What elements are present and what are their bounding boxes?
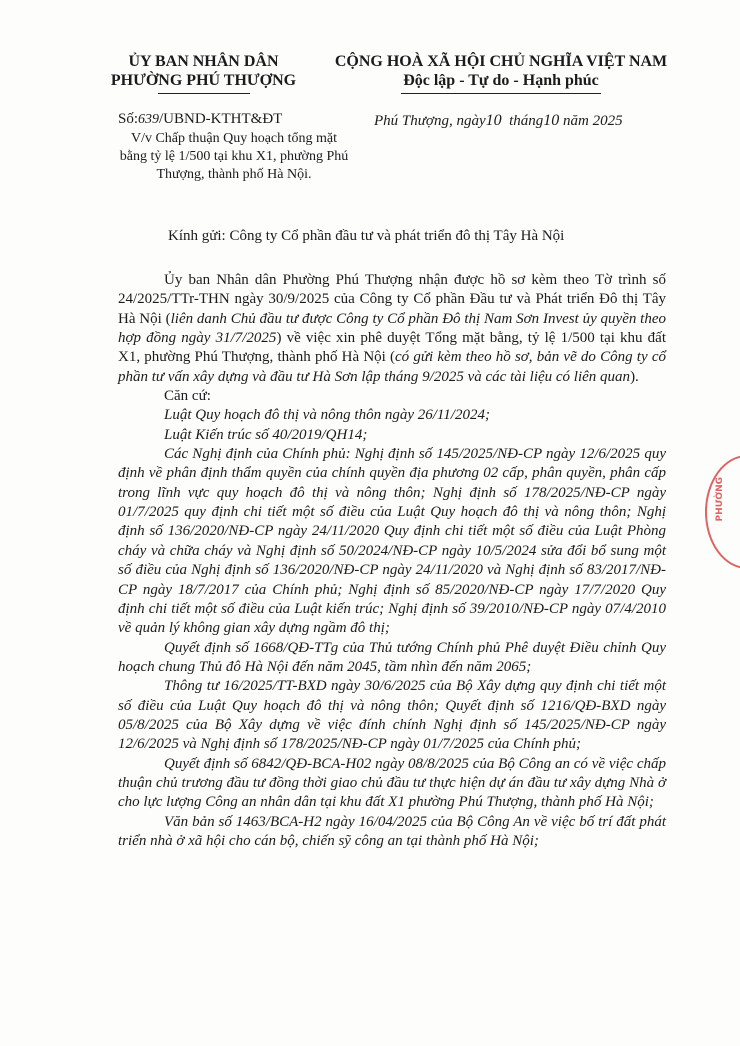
intro-paragraph (118, 271, 666, 387)
authority-line-1: ỦY BAN NHÂN DÂN (128, 53, 279, 70)
motto-underline (401, 93, 601, 94)
date-place: Phú Thượng, ngày (374, 113, 486, 129)
authority-line-2: PHƯỜNG PHÚ THƯỢNG (110, 72, 297, 89)
document-number (118, 110, 282, 129)
legal-basis-item: Quyết định số 6842/QĐ-BCA-H02 ngày 08/8/2025 của Bộ Công an có về việc chấp thuận chủ trương đầu tư đồng thời giao chủ đầu tư thực hiện dự án đầu tư xây dựng Nhà ở cho lực lượng Công an nhân dân tại khu đất X1 phường Phú Thượng, thành phố Hà Nội; (118, 755, 666, 811)
intro-text-c: ) về việc xin phê duyệt Tổng mặt bằng, tỷ lệ 1/500 tại khu đất X1, phường Phú Thượng, thành phố Hà Nội ( (118, 330, 667, 366)
red-seal-stamp (705, 455, 740, 569)
document-subject: V/v Chấp thuận Quy hoạch tổng mặt bằng tỷ lệ 1/500 tại khu X1, phường Phú Thượng, thành phố Hà Nội. (119, 131, 349, 182)
number-prefix: Số: (118, 111, 139, 127)
intro-text-d: có gửi kèm theo hồ sơ, bản vẽ do Công ty cổ phần tư vấn xây dựng và đầu tư Hà Sơn lập tháng 9/2025 và các tài liệu có liên quan (118, 349, 666, 385)
date-line (374, 112, 623, 130)
stamp-text: PHƯỜNG (715, 477, 725, 522)
can-cu-heading: Căn cứ: (164, 388, 211, 405)
issuing-authority (96, 52, 311, 94)
legal-basis-item: Các Nghị định của Chính phủ: Nghị định số 145/2025/NĐ-CP ngày 12/6/2025 quy định về phân định thẩm quyền của chính quyền địa phương 02 cấp, phân quyền, phân cấp trong lĩnh vực quy hoạch đô thị và nông thôn; Nghị định số 178/2025/NĐ-CP ngày 01/7/2025 quy định chi tiết một số điều của Luật Quy hoạch đô thị và nông thôn; Nghị định số 136/2020/NĐ-CP ngày 24/11/2020 Quy định chi tiết một số điều của Luật Phòng cháy và chữa cháy và Nghị định số 50/2024/NĐ-CP ngày 10/5/2024 sửa đổi bổ sung một số điều của Nghị định số 136/2020/NĐ-CP ngày 24/11/2020 và Nghị định số 83/2017/NĐ-CP ngày 18/7/2017 của Chính phủ; Nghị định số 85/2020/NĐ-CP ngày 17/7/2020 Quy định chi tiết một số điều của Luật kiến trúc; Nghị định số 39/2010/NĐ-CP ngày 07/4/2010 về quản lý không gian xây dựng ngầm đô thị; (118, 446, 666, 637)
national-motto (320, 52, 682, 94)
number-handwritten: 639 (138, 112, 160, 127)
legal-basis-item: Quyết định số 1668/QĐ-TTg của Thủ tướng Chính phủ Phê duyệt Điều chỉnh Quy hoạch chung Thủ đô Hà Nội đến năm 2045, tầm nhìn đến năm 2065; (118, 639, 666, 675)
legal-basis-item: Luật Quy hoạch đô thị và nông thôn ngày 26/11/2024; (164, 407, 490, 424)
intro-text-e: ). (630, 368, 639, 385)
nation-line-1: CỘNG HOÀ XÃ HỘI CHỦ NGHĨA VIỆT NAM (334, 53, 668, 70)
legal-basis-item: Thông tư 16/2025/TT-BXD ngày 30/6/2025 của Bộ Xây dựng quy định chi tiết một số điều của Luật Quy hoạch đô thị và nông thôn; Quyết định số 1216/QĐ-BXD ngày 05/8/2025 của Bộ Xây dựng về việc đính chính Nghị định số 145/2025/NĐ-CP ngày 12/6/2025 và Nghị định số 178/2025/NĐ-CP ngày 01/7/2025 của Chính phủ; (118, 678, 666, 753)
intro-text-b: liên danh Chủ đầu tư được Công ty Cổ phần Đô thị Nam Sơn Invest ủy quyền theo hợp đồng ngày 31/7/2025 (118, 310, 666, 347)
legal-basis-item: Văn bản số 1463/BCA-H2 ngày 16/04/2025 của Bộ Công An về việc bố trí đất phát triển nhà ở xã hội cho cán bộ, chiến sỹ công an tại thành phố Hà Nội; (118, 813, 666, 849)
recipient-line: Kính gửi: Công ty Cổ phần đầu tư và phát triển đô thị Tây Hà Nội (168, 228, 565, 244)
number-suffix: /UBND-KTHT&ĐT (159, 111, 283, 127)
date-month-label: tháng (509, 113, 544, 129)
date-month: 10 (543, 112, 560, 129)
nation-line-2: Độc lập - Tự do - Hạnh phúc (403, 72, 599, 89)
date-day: 10 (485, 112, 502, 129)
intro-text-a: Ủy ban Nhân dân Phường Phú Thượng nhận được hồ sơ kèm theo Tờ trình số 24/2025/TTr-THN ngày 30/9/2025 của Công ty Cổ phần Đầu tư và Phát triển Đô thị Tây Hà Nội ( (118, 272, 666, 327)
document-body (118, 271, 666, 851)
date-year: năm 2025 (563, 113, 623, 129)
legal-basis-item: Luật Kiến trúc số 40/2019/QH14; (164, 426, 368, 443)
authority-underline (158, 93, 250, 94)
